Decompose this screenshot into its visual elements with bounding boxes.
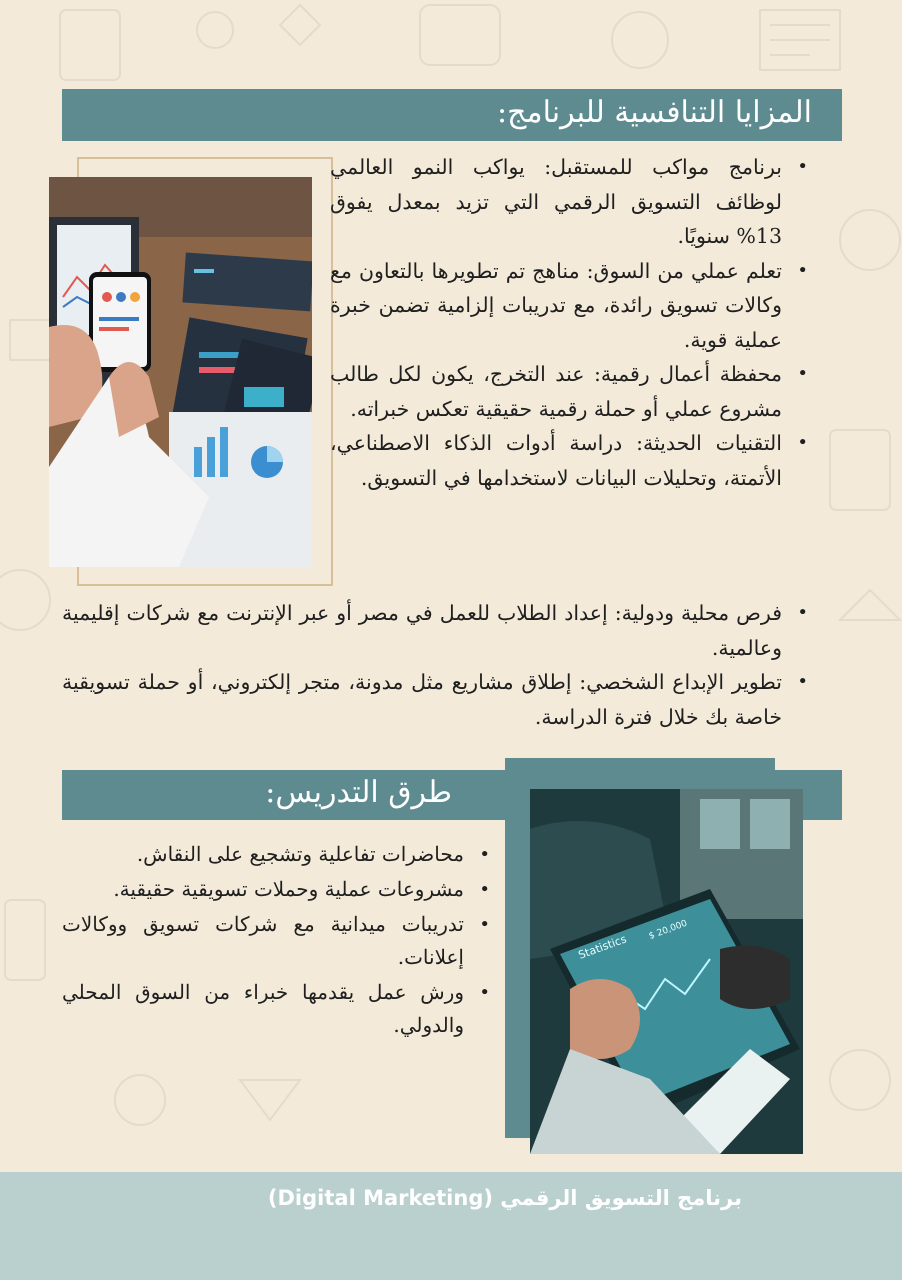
list-item: • محاضرات تفاعلية وتشجيع على النقاش. [62,838,494,871]
advantages-list-continued [62,596,812,734]
section-1-title: المزايا التنافسية للبرنامج: [497,95,812,130]
list-item: • فرص محلية ودولية: إعداد الطلاب للعمل في مصر أو عبر الإنترنت مع شركات إقليمية وعالمية. [62,596,812,665]
advantages-list [330,150,812,495]
bullet-icon: • [797,602,808,623]
list-item: • محفظة أعمال رقمية: عند التخرج، يكون لكل طالب مشروع عملي أو حملة رقمية حقيقية تعكس خبراته. [330,357,812,426]
tablet-value: $ 20,000 [647,918,689,942]
bullet-icon: • [479,879,490,900]
photo-phone-analytics [49,177,312,567]
bullet-icon: • [797,671,808,692]
bullet-icon: • [479,982,490,1003]
footer-program-name: برنامج التسويق الرقمي (Digital Marketing) [267,1186,742,1210]
teaching-methods-list [62,838,494,1044]
list-item: • التقنيات الحديثة: دراسة أدوات الذكاء الاصطناعي، الأتمتة، وتحليلات البيانات لاستخدامها في التسويق. [330,426,812,495]
list-item: • تعلم عملي من السوق: مناهج تم تطويرها بالتعاون مع وكالات تسويق رائدة، مع تدريبات إلزامية تضمن خبرة عملية قوية. [330,254,812,358]
section-1-header [62,89,842,141]
list-item: • تدريبات ميدانية مع شركات تسويق ووكالات إعلانات. [62,908,494,974]
list-item: • مشروعات عملية وحملات تسويقية حقيقية. [62,873,494,906]
photo-tablet-statistics [530,789,803,1154]
bullet-icon: • [797,156,808,177]
bullet-icon: • [479,844,490,865]
tablet-label: Statistics [576,932,629,962]
bullet-icon: • [797,259,808,281]
bullet-icon: • [797,432,808,453]
bullet-icon: • [797,363,808,384]
list-item: • تطوير الإبداع الشخصي: إطلاق مشاريع مثل مدونة، متجر إلكتروني، أو حملة تسويقية خاصة بك خلال فترة الدراسة. [62,665,812,734]
footer-band [0,1172,902,1280]
list-item: • ورش عمل يقدمها خبراء من السوق المحلي والدولي. [62,976,494,1042]
section-2-title: طرق التدريس: [265,775,452,810]
bullet-icon: • [479,914,490,935]
list-item: • برنامج مواكب للمستقبل: يواكب النمو العالمي لوظائف التسويق الرقمي التي تزيد بمعدل يفوق 13% سنويًا. [330,150,812,254]
